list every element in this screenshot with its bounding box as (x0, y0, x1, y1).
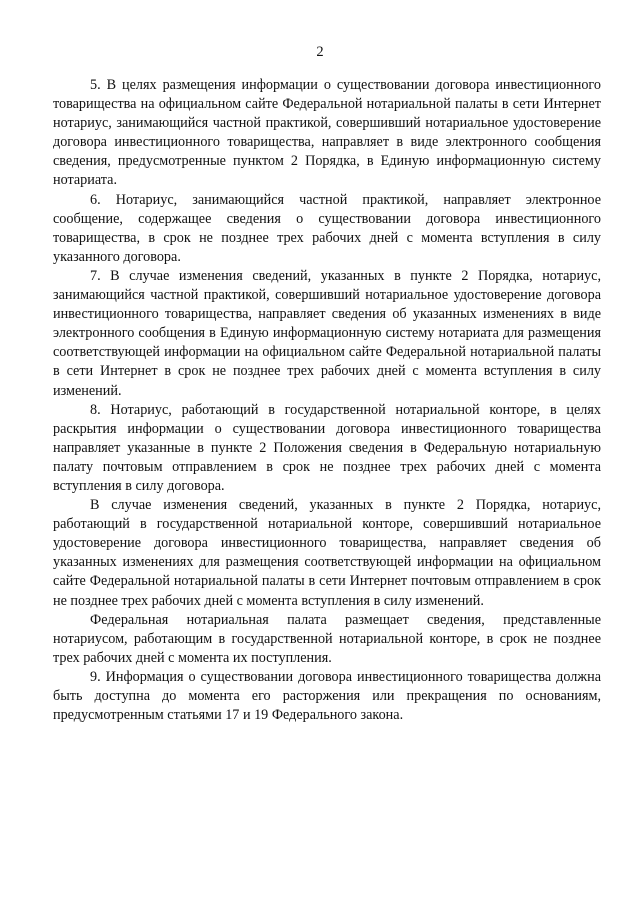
paragraph-8: 8. Нотариус, работающий в государственной нотариальной конторе, в целях раскрытия информации о существовании договора инвестиционного товарищества направляет указанные в пункте 2 Положения сведения в Федеральную нотариальную палату почтовым отправлением в срок не позднее трех рабочих дней с момента вступления в силу договора. (53, 401, 601, 494)
paragraph-8-publication: Федеральная нотариальная палата размещает сведения, представленные нотариусом, работающим в государственной нотариальной конторе, в срок не позднее трех рабочих дней с момента их поступления. (53, 611, 601, 666)
paragraph-6: 6. Нотариус, занимающийся частной практикой, направляет электронное сообщение, содержащее сведения о существовании договора инвестиционного товарищества, в срок не позднее трех рабочих дней с момента вступления в силу указанного договора. (53, 191, 601, 265)
page-number: 2 (316, 44, 324, 60)
document-body (53, 76, 601, 725)
paragraph-8-changes: В случае изменения сведений, указанных в пункте 2 Порядка, нотариус, работающий в государственной нотариальной конторе, совершивший нотариальное удостоверение договора инвестиционного товарищества, направляет сведения об указанных изменениях для размещения соответствующей информации на официальном сайте Федеральной нотариальной палаты в сети Интернет почтовым отправлением в срок не позднее трех рабочих дней с момента вступления в силу изменений. (53, 497, 601, 609)
paragraph-5: 5. В целях размещения информации о существовании договора инвестиционного товарищества на официальном сайте Федеральной нотариальной палаты в сети Интернет нотариус, занимающийся частной практикой, совершивший нотариальное удостоверение договора инвестиционного товарищества, направляет в виде электронного сообщения сведения, предусмотренные пунктом 2 Порядка, в Единую информационную систему нотариата. (53, 77, 601, 189)
paragraph-9: 9. Информация о существовании договора инвестиционного товарищества должна быть доступна до момента его расторжения или прекращения по основаниям, предусмотренным статьями 17 и 19 Федерального закона. (53, 668, 601, 724)
paragraph-7: 7. В случае изменения сведений, указанных в пункте 2 Порядка, нотариус, занимающийся частной практикой, совершивший нотариальное удостоверение договора инвестиционного товарищества, направляет сведения об указанных изменениях в виде электронного сообщения в Единую информационную систему нотариата для размещения соответствующей информации на официальном сайте Федеральной нотариальной палаты в сети Интернет в срок не позднее трех рабочих дней с момента вступления в силу изменений. (53, 267, 601, 399)
